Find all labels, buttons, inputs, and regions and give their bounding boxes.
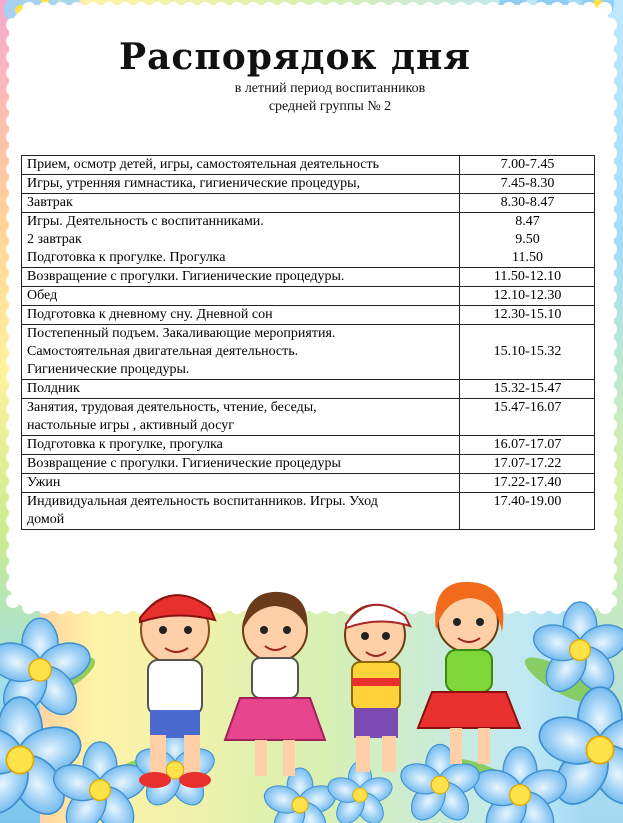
schedule-time — [460, 306, 595, 325]
schedule-row — [22, 493, 595, 530]
schedule-row — [22, 194, 595, 213]
activity-line: Игры, утренняя гимнастика, гигиенические процедуры, — [27, 176, 361, 191]
schedule-activity — [22, 156, 460, 175]
schedule-time — [460, 156, 595, 175]
schedule-activity — [22, 175, 460, 194]
schedule-row — [22, 213, 595, 268]
activity-line: настольные игры , активный досуг — [27, 418, 234, 433]
activity-line: Возвращение с прогулки. Гигиенические процедуры. — [27, 269, 345, 284]
schedule-row — [22, 306, 595, 325]
time-value: 11.50-12.10 — [493, 269, 562, 284]
time-value: 7.45-8.30 — [500, 176, 555, 191]
activity-line: домой — [27, 512, 65, 527]
time-value: 17.22-17.40 — [493, 475, 562, 490]
schedule-row — [22, 455, 595, 474]
schedule-time — [460, 194, 595, 213]
schedule-row — [22, 175, 595, 194]
schedule-row — [22, 156, 595, 175]
schedule-time — [460, 287, 595, 306]
time-value: 17.40-19.00 — [493, 494, 562, 509]
time-value: 16.07-17.07 — [493, 437, 562, 452]
schedule-row — [22, 325, 595, 380]
schedule-row — [22, 287, 595, 306]
subtitle-line-1: в летний период воспитанников — [234, 81, 426, 96]
activity-line: Полдник — [27, 381, 80, 396]
time-value: 11.50 — [512, 250, 543, 265]
activity-line: Прием, осмотр детей, игры, самостоятельная деятельность — [27, 157, 380, 172]
schedule-row — [22, 380, 595, 399]
schedule-time — [460, 493, 595, 530]
page-title: Распорядок дня — [119, 36, 471, 78]
activity-line: Подготовка к прогулке. Прогулка — [27, 250, 226, 265]
schedule-row — [22, 474, 595, 493]
schedule-activity — [22, 325, 460, 380]
schedule-time — [460, 268, 595, 287]
activity-line: Гигиенические процедуры. — [27, 362, 190, 377]
activity-line: Подготовка к дневному сну. Дневной сон — [27, 307, 273, 322]
time-value: 15.32-15.47 — [493, 381, 562, 396]
schedule-row — [22, 399, 595, 436]
schedule-time — [460, 436, 595, 455]
schedule-activity — [22, 474, 460, 493]
activity-line: Подготовка к прогулке, прогулка — [27, 437, 223, 452]
schedule-time — [460, 455, 595, 474]
time-value: 8.47 — [515, 214, 540, 229]
activity-line: 2 завтрак — [27, 232, 82, 247]
activity-line: Возвращение с прогулки. Гигиенические процедуры — [27, 456, 341, 471]
schedule-activity — [22, 194, 460, 213]
schedule-time — [460, 213, 595, 268]
schedule-time — [460, 175, 595, 194]
page-subtitle — [185, 80, 475, 116]
schedule-activity — [22, 287, 460, 306]
subtitle-line-2: средней группы № 2 — [268, 99, 392, 114]
schedule-activity — [22, 268, 460, 287]
kid-boy-white-cap — [345, 605, 410, 772]
time-value: 7.00-7.45 — [500, 157, 555, 172]
schedule-activity — [22, 399, 460, 436]
activity-line: Завтрак — [27, 195, 73, 210]
schedule-row — [22, 436, 595, 455]
schedule-activity — [22, 213, 460, 268]
schedule-activity — [22, 493, 460, 530]
schedule-time — [460, 380, 595, 399]
time-value: 17.07-17.22 — [493, 456, 562, 471]
schedule-activity — [22, 306, 460, 325]
schedule-activity — [22, 436, 460, 455]
kids-and-flowers-illustration — [0, 560, 623, 823]
activity-line: Индивидуальная деятельность воспитанников. Игры. Уход — [27, 494, 378, 509]
time-value: 12.30-15.10 — [493, 307, 562, 322]
activity-line: Постепенный подъем. Закаливающие мероприятия. — [27, 326, 336, 341]
schedule-activity — [22, 455, 460, 474]
activity-line: Игры. Деятельность с воспитанниками. — [27, 214, 264, 229]
schedule-time — [460, 325, 595, 380]
activity-line: Обед — [27, 288, 58, 303]
kid-girl-orange-hair — [418, 582, 520, 764]
activity-line: Занятия, трудовая деятельность, чтение, беседы, — [27, 400, 317, 415]
schedule-row — [22, 268, 595, 287]
kid-girl-pink-skirt — [225, 592, 325, 776]
time-value: 15.47-16.07 — [493, 400, 562, 415]
schedule-time — [460, 399, 595, 436]
schedule-time — [460, 474, 595, 493]
activity-line: Самостоятельная двигательная деятельность. — [27, 344, 299, 359]
time-value: 12.10-12.30 — [493, 288, 562, 303]
time-value: 15.10-15.32 — [493, 344, 562, 359]
time-value: 9.50 — [515, 232, 540, 247]
time-value: 8.30-8.47 — [500, 195, 555, 210]
schedule-activity — [22, 380, 460, 399]
activity-line: Ужин — [27, 475, 61, 490]
schedule-table — [21, 155, 595, 530]
